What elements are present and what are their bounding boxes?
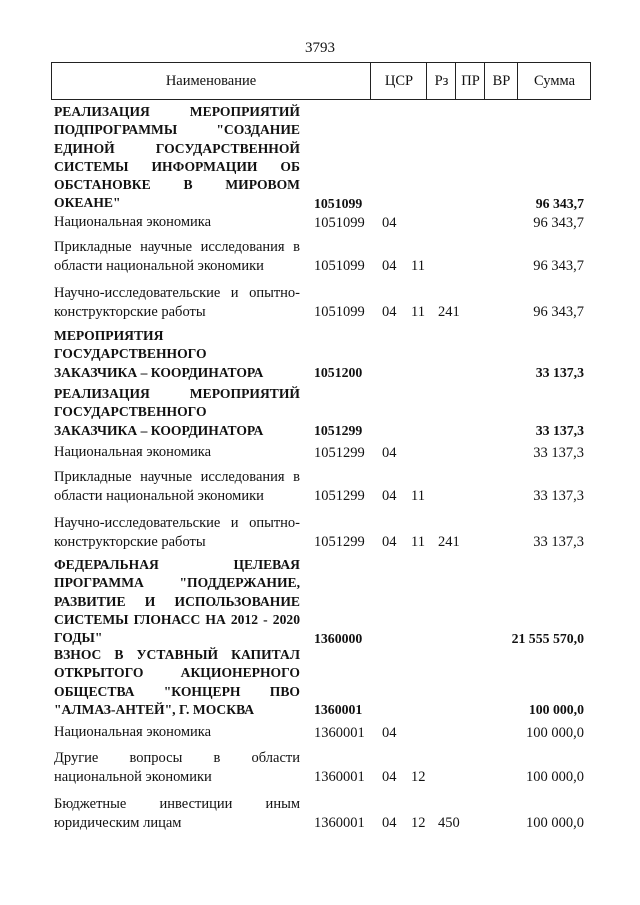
row-name-line: ОБСТАНОВКЕ В МИРОВОМ [54,177,300,193]
row-sum: 33 137,3 [533,444,584,461]
row-csr: 1051299 [314,487,365,504]
row-name-line: ВЗНОС В УСТАВНЫЙ КАПИТАЛ [54,647,300,662]
row-name-line: Прикладные научные исследования в [54,239,300,255]
header-csr: ЦСР [370,63,427,99]
row-pr: 12 [411,768,426,785]
row-name-line: Национальная экономика [54,214,212,230]
table-row [0,238,640,275]
row-sum: 100 000,0 [526,768,584,785]
row-csr: 1051099 [314,195,363,211]
row-name [54,514,300,551]
row-rz: 04 [382,214,397,231]
row-name-line: ОТКРЫТОГО АКЦИОНЕРНОГО [54,665,300,681]
row-name [54,103,300,213]
row-name-line: СИСТЕМЫ ИНФОРМАЦИИ ОБ [54,158,300,174]
row-csr: 1360001 [314,768,365,785]
row-name [54,646,300,719]
table-row [0,443,640,462]
row-csr: 1051099 [314,214,365,231]
row-rz: 04 [382,487,397,504]
row-name-line: СИСТЕМЫ ГЛОНАСС НА 2012 - 2020 [54,611,300,627]
row-name-line: ГОДЫ" [54,630,103,646]
row-sum: 100 000,0 [528,701,584,717]
row-sum: 100 000,0 [526,814,584,831]
row-sum: 33 137,3 [533,487,584,504]
row-name [54,238,300,275]
row-csr: 1051200 [314,364,363,380]
row-csr: 1051099 [314,257,365,274]
row-csr: 1051099 [314,303,365,320]
row-name-line: области национальной экономики [54,257,264,274]
row-sum: 33 137,3 [535,364,584,380]
row-sum: 96 343,7 [535,195,584,211]
row-name-line: конструкторские работы [54,533,206,550]
table-row [0,385,640,440]
row-sum: 21 555 570,0 [511,630,584,646]
row-name [54,795,300,832]
table-row [0,327,640,382]
table-row [0,514,640,551]
header-pr: ПР [455,63,485,99]
row-rz: 04 [382,814,397,831]
row-name-line: РЕАЛИЗАЦИЯ МЕРОПРИЯТИЙ [54,386,300,401]
row-name-line: Научно-исследовательские и опытно- [54,285,300,301]
table-row [0,749,640,786]
row-name-line: Другие вопросы в области [54,750,300,766]
row-sum: 96 343,7 [533,214,584,231]
row-csr: 1360001 [314,701,363,717]
table-row [0,468,640,505]
row-name-line: Научно-исследовательские и опытно- [54,515,300,531]
row-csr: 1051299 [314,444,365,461]
row-name-line: юридическим лицам [54,814,182,831]
row-name-line: РАЗВИТИЕ И ИСПОЛЬЗОВАНИЕ [54,593,300,609]
row-name [54,556,300,647]
row-name-line: Прикладные научные исследования в [54,469,300,485]
row-name-line: ПРОГРАММА "ПОДДЕРЖАНИЕ, [54,575,300,591]
row-name-line: РЕАЛИЗАЦИЯ МЕРОПРИЯТИЙ [54,104,300,119]
row-csr: 1051299 [314,533,365,550]
row-name-line: ОКЕАНЕ" [54,195,121,211]
row-name-line: ГОСУДАРСТВЕННОГО [54,404,207,420]
row-rz: 04 [382,724,397,741]
row-rz: 04 [382,257,397,274]
row-pr: 12 [411,814,426,831]
row-vr: 450 [438,814,460,831]
row-pr: 11 [411,487,425,504]
row-name [54,723,300,742]
row-pr: 11 [411,533,425,550]
table-row [0,795,640,832]
header-name: Наименование [165,73,257,89]
row-name-line: ОБЩЕСТВА "КОНЦЕРН ПВО [54,683,300,699]
table-header [51,62,591,100]
row-name [54,443,300,462]
row-name-line: Бюджетные инвестиции иным [54,796,300,812]
row-sum: 33 137,3 [535,422,584,438]
header-sum: Сумма [517,63,591,99]
table-row [0,284,640,321]
header-rz: Рз [426,63,456,99]
table-row [0,213,640,232]
row-name-line: ПОДПРОГРАММЫ "СОЗДАНИЕ [54,122,300,138]
header-vr: ВР [484,63,518,99]
row-csr: 1360000 [314,630,363,646]
row-name [54,749,300,786]
page-number: 3793 [305,40,335,56]
row-name [54,327,300,382]
table-row [0,556,640,648]
row-sum: 33 137,3 [533,533,584,550]
row-sum: 96 343,7 [533,303,584,320]
row-name-line: Национальная экономика [54,444,212,460]
row-name-line: ГОСУДАРСТВЕННОГО [54,346,207,362]
row-name [54,213,300,232]
row-name-line: ЗАКАЗЧИКА – КООРДИНАТОРА [54,422,264,438]
row-pr: 11 [411,303,425,320]
row-name [54,284,300,321]
row-name-line: МЕРОПРИЯТИЯ [54,328,164,343]
row-name-line: конструкторские работы [54,303,206,320]
table-row [0,723,640,742]
row-name-line: национальной экономики [54,768,212,785]
table-row [0,103,640,213]
table-row [0,646,640,719]
row-pr: 11 [411,257,425,274]
row-sum: 100 000,0 [526,724,584,741]
row-csr: 1360001 [314,724,365,741]
row-name-line: области национальной экономики [54,487,264,504]
row-name-line: "АЛМАЗ-АНТЕЙ", Г. МОСКВА [54,701,255,717]
row-rz: 04 [382,444,397,461]
row-rz: 04 [382,303,397,320]
row-name [54,385,300,440]
row-sum: 96 343,7 [533,257,584,274]
row-rz: 04 [382,768,397,785]
row-name-line: ЕДИНОЙ ГОСУДАРСТВЕННОЙ [54,140,300,156]
row-vr: 241 [438,533,460,550]
row-name-line: Национальная экономика [54,724,212,740]
row-name [54,468,300,505]
row-csr: 1051299 [314,422,363,438]
row-csr: 1360001 [314,814,365,831]
row-rz: 04 [382,533,397,550]
row-vr: 241 [438,303,460,320]
row-name-line: ФЕДЕРАЛЬНАЯ ЦЕЛЕВАЯ [54,557,300,572]
row-name-line: ЗАКАЗЧИКА – КООРДИНАТОРА [54,364,264,380]
